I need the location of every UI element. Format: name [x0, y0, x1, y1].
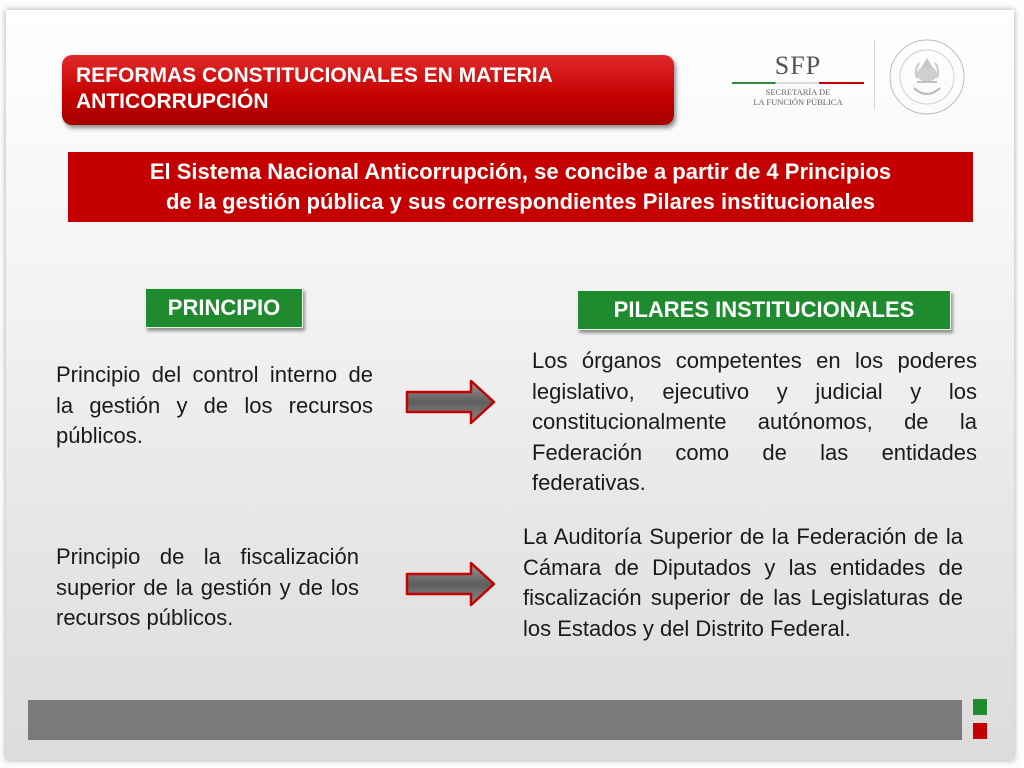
- logo-divider: [874, 40, 875, 110]
- sfp-acronym: SFP: [774, 51, 822, 80]
- sfp-logo: [728, 52, 868, 112]
- national-seal-icon: [888, 38, 966, 116]
- sfp-subtitle-line-2: LA FUNCIÓN PÚBLICA: [753, 97, 843, 107]
- intro-banner: [68, 152, 973, 222]
- pilar-2-text: La Auditoría Superior de la Federación de la Cámara de Diputados y las entidades de fiscalización superior de las Legislaturas de los Estados y del Distrito Federal.: [523, 524, 963, 641]
- arrow-right-icon: [405, 560, 497, 608]
- intro-line-2: de la gestión pública y sus correspondientes Pilares institucionales: [165, 189, 876, 214]
- title-line-2: ANTICORRUPCIÓN: [76, 90, 269, 113]
- principio-heading: PRINCIPIO: [145, 288, 303, 328]
- footer-green-square: [973, 699, 987, 715]
- footer-bar: [28, 700, 962, 740]
- sfp-tricolor-line: [732, 82, 864, 84]
- sfp-subtitle-line-1: SECRETARÍA DE: [765, 87, 831, 97]
- title-line-1: REFORMAS CONSTITUCIONALES EN MATERIA: [76, 64, 553, 87]
- slide-title: [62, 55, 674, 125]
- principio-1-text: Principio del control interno de la gestión y de los recursos públicos.: [56, 362, 373, 448]
- footer-red-square: [973, 723, 987, 739]
- arrow-right-icon: [405, 378, 497, 426]
- pilar-1-text: Los órganos competentes en los poderes legislativo, ejecutivo y judicial y los constitucionalmente autónomos, de la Federación como de las entidades federativas.: [532, 348, 977, 495]
- intro-line-1: El Sistema Nacional Anticorrupción, se concibe a partir de 4 Principios: [149, 159, 892, 184]
- principio-2-text: Principio de la fiscalización superior de la gestión y de los recursos públicos.: [56, 544, 359, 630]
- pilares-heading: PILARES INSTITUCIONALES: [577, 290, 951, 330]
